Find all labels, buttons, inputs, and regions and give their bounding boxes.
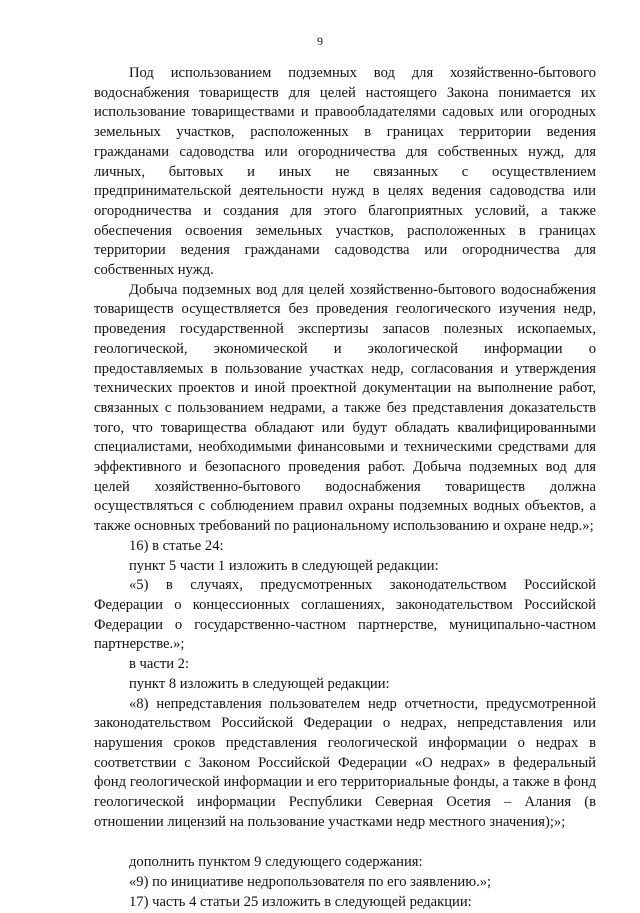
paragraph-item-17: 17) часть 4 статьи 25 изложить в следующей редакции: <box>129 893 472 910</box>
paragraph-part-2: в части 2: <box>129 656 190 673</box>
paragraph-clause-5-text: «5) в случаях, предусмотренных законодательством Российской Федерации о концессионных соглашениях, законодательством Российской Федерации о государственно-частном партнерстве, муниципально-частном партнерстве.»; <box>94 577 596 653</box>
paragraph-clause-8: пункт 8 изложить в следующей редакции: <box>129 675 390 692</box>
paragraph-item-16: 16) в статье 24: <box>129 537 224 554</box>
paragraph-clause-9-text: «9) по инициативе недропользователя по его заявлению.»; <box>129 874 492 891</box>
paragraph-clause-5-part-1: пункт 5 части 1 изложить в следующей редакции: <box>129 557 439 574</box>
paragraph-clause-8-text: «8) непредставления пользователем недр отчетности, предусмотренной законодательством Российской Федерации о недрах, непредставления или нарушения сроков представления геологической информации о недрах в соответствии с Законом Российской Федерации «О недрах» в федеральный фонд геологической информации и его территориальные фонды, а также в фонд геологической информации Республики Северная Осетия – Алания (в отношении лицензий на пользование участками недр местного значения);»; <box>94 695 596 830</box>
paragraph-groundwater-extraction: Добыча подземных вод для целей хозяйственно-бытового водоснабжения товариществ осуществляется без проведения геологического изучения недр, проведения государственной экспертизы запасов полезных ископаемых, геологической, экономической и экологической информации о предоставляемых в пользование участках недр, согласования и утверждения технических проектов и иной проектной документации на выполнение работ, связанных с пользованием недрами, а также без представления доказательств того, что товарищества обладают или будут обладать квалифицированными специалистами, необходимыми финансовыми и техническими средствами для эффективного и безопасного проведения работ. Добыча подземных вод для целей хозяйственно-бытового водоснабжения товариществ должна осуществляться с соблюдением правил охраны подземных водных объектов, а также основных требований по рациональному использованию и охране недр.»; <box>94 281 596 535</box>
paragraph-spacer <box>94 832 596 853</box>
paragraph-add-clause-9: дополнить пунктом 9 следующего содержания: <box>129 854 423 871</box>
paragraph-groundwater-use-definition: Под использованием подземных вод для хозяйственно-бытового водоснабжения товариществ для целей настоящего Закона понимается их использование товариществами и правообладателями садовых или огородных земельных участков, расположенных в границах территории ведения гражданами садоводства или огородничества для собственных нужд, для личных, бытовых и иных не связанных с осуществлением предпринимательской деятельности нужд в целях ведения садоводства или огородничества и создания для этого благоприятных условий, а также обеспечения освоения земельных участков, расположенных в границах территории ведения гражданами садоводства или огородничества для собственных нужд. <box>94 65 596 279</box>
page-number: 9 <box>317 34 323 48</box>
document-body <box>94 64 596 913</box>
